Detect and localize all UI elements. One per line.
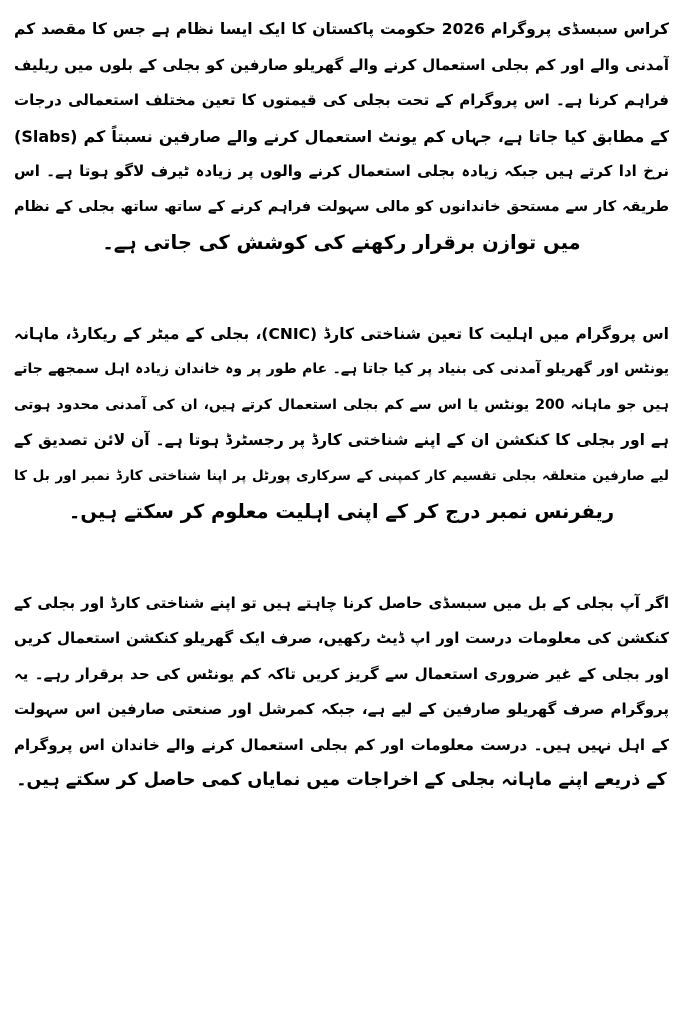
paragraph-line: ہے اور بجلی کا کنکشن ان کے اپنے شناختی کارڈ پر رجسٹرڈ ہوتا ہے۔ آن لائن تصدیق کے (14, 431, 669, 449)
paragraph-line: اگر آپ بجلی کے بل میں سبسڈی حاصل کرنا چاہتے ہیں تو اپنے شناختی کارڈ اور بجلی کے (14, 593, 669, 612)
paragraph-line: یونٹس اور گھریلو آمدنی کی بنیاد پر کیا جاتا ہے۔ عام طور پر وہ خاندان زیادہ اہل سمجھے جاتے (14, 361, 669, 377)
paragraph-line: طریقہ کار سے مستحق خاندانوں کو مالی سہولت فراہم کرنے کے ساتھ ساتھ بجلی کے نظام (14, 198, 669, 215)
paragraph-tips (14, 586, 669, 799)
paragraph-line: کے اہل نہیں ہیں۔ درست معلومات اور کم بجلی استعمال کرنے والے خاندان اس پروگرام (14, 735, 669, 754)
paragraph-line: کراس سبسڈی پروگرام 2026 حکومت پاکستان کا ایک ایسا نظام ہے جس کا مقصد کم (14, 20, 669, 38)
paragraph-cross-subsidy-intro (14, 12, 669, 261)
paragraph-line: پروگرام صرف گھریلو صارفین کے لیے ہے، جبکہ کمرشل اور صنعتی صارفین اس سہولت (14, 700, 669, 718)
paragraph-line: لیے صارفین متعلقہ بجلی تقسیم کار کمپنی کے سرکاری پورٹل پر اپنا شناختی کارڈ نمبر اور بل کا (14, 467, 669, 484)
paragraph-line: میں توازن برقرار رکھنے کی کوشش کی جاتی ہے۔ (102, 231, 581, 254)
paragraph-line: (Slabs) کے مطابق کیا جاتا ہے، جہاں کم یونٹ استعمال کرنے والے صارفین نسبتاً کم (14, 126, 669, 146)
paragraph-line: ریفرنس نمبر درج کر کے اپنی اہلیت معلوم کر سکتے ہیں۔ (68, 500, 615, 523)
paragraph-line: اس پروگرام میں اہلیت کا تعین شناختی کارڈ (CNIC)، بجلی کے میٹر کے ریکارڈ، ماہانہ (14, 324, 669, 343)
paragraph-line: ہیں جو ماہانہ 200 یونٹس یا اس سے کم بجلی استعمال کرتے ہیں، ان کی آمدنی محدود ہوتی (14, 396, 669, 413)
paragraph-line: اور بجلی کے غیر ضروری استعمال سے گریز کریں تاکہ کم یونٹس کی حد برقرار رہے۔ یہ (14, 664, 669, 683)
paragraph-eligibility (14, 317, 669, 530)
paragraph-line: کنکشن کی معلومات درست اور اپ ڈیٹ رکھیں، صرف ایک گھریلو کنکشن استعمال کریں (14, 629, 669, 647)
paragraph-line: کے ذریعے اپنے ماہانہ بجلی کے اخراجات میں نمایاں کمی حاصل کر سکتے ہیں۔ (16, 770, 667, 790)
paragraph-line: فراہم کرنا ہے۔ اس پروگرام کے تحت بجلی کی قیمتوں کا تعین مختلف استعمالی درجات (14, 91, 669, 109)
paragraph-line: نرخ ادا کرتے ہیں جبکہ زیادہ بجلی استعمال کرنے والوں پر زیادہ ٹیرف لاگو ہوتا ہے۔ اس (14, 162, 669, 180)
paragraph-line: آمدنی والے اور کم بجلی استعمال کرنے والے گھریلو صارفین کو بجلی کے بلوں میں ریلیف (14, 55, 669, 74)
